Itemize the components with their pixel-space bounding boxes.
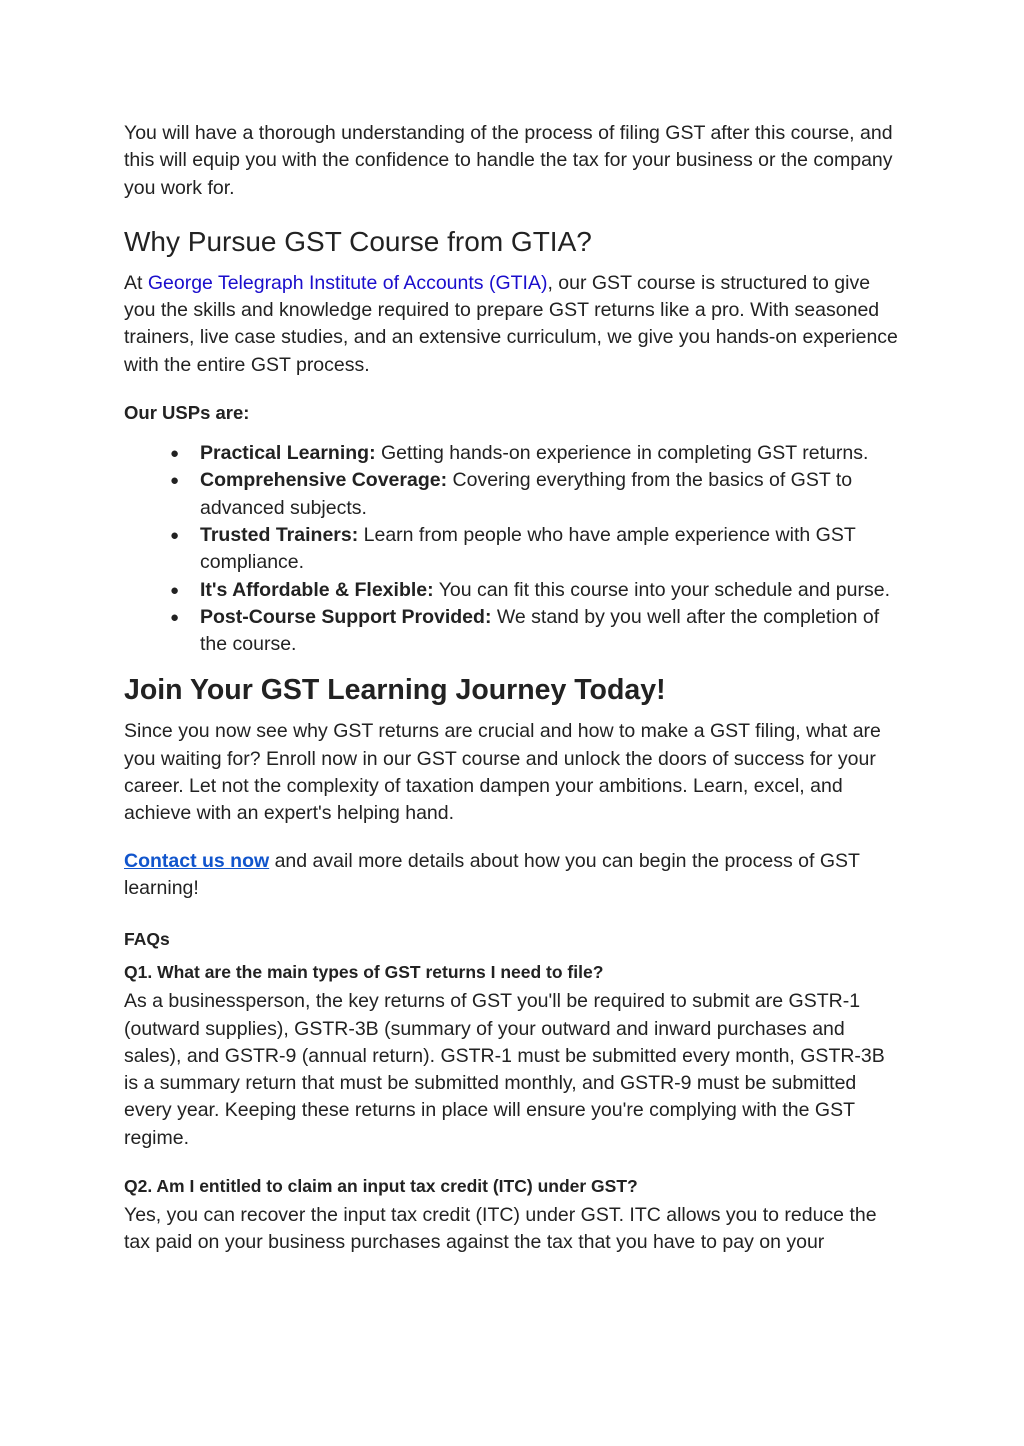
join-paragraph: Since you now see why GST returns are crucial and how to make a GST filing, what are you waiting for? Enroll now in our GST course and unlock the doors of success for your career. Let not the complexity of taxation dampen your ambitions. Learn, excel, and achieve with an expert's helping hand. [124, 720, 881, 825]
usp-item-trainers [170, 522, 904, 577]
faqs-title: FAQs [124, 929, 170, 950]
intro-paragraph: You will have a thorough understanding of the process of filing GST after this course, and this will equip you with the confidence to handle the tax for your business or the company you work for. [124, 122, 893, 199]
usp-item-coverage [170, 467, 904, 522]
why-suffix: , our GST course is structured to give you the skills and knowledge required to prepare GST returns like a pro. With seasoned trainers, live case studies, and an extensive curriculum, we give you hands-on experience with the entire GST process. [124, 271, 898, 376]
bullet-icon: ● [170, 526, 180, 544]
usp-label: Comprehensive Coverage: [200, 469, 448, 492]
usp-item-practical [170, 440, 904, 467]
why-prefix: At [124, 271, 148, 294]
usp-list [124, 440, 904, 658]
bullet-icon: ● [170, 445, 180, 463]
usp-label: Practical Learning: [200, 442, 376, 465]
usp-text: Getting hands-on experience in completing GST returns. [375, 442, 869, 465]
usp-text: You can fit this course into your schedule and purse. [433, 578, 890, 601]
document-page [124, 120, 904, 1279]
join-heading: Join Your GST Learning Journey Today! [124, 674, 666, 707]
faq-question-2: Q2. Am I entitled to claim an input tax credit (ITC) under GST? [124, 1176, 638, 1197]
faq-answer-1: As a businessperson, the key returns of GST you'll be required to submit are GSTR-1 (outward supplies), GSTR-3B (summary of your outward and inward purchases and sales), and GSTR-9 (annual return). GSTR-1 must be submitted every month, GSTR-3B is a summary return that must be submitted monthly, and GSTR-9 must be submitted every year. Keeping these returns in place will ensure you're complying with the GST regime. [124, 990, 885, 1149]
contact-us-link[interactable]: Contact us now [124, 849, 270, 872]
usp-text: Covering everything from the basics of GST to advanced subjects. [200, 469, 853, 519]
gtia-link[interactable]: George Telegraph Institute of Accounts (GTIA) [147, 271, 548, 294]
bullet-icon: ● [170, 472, 180, 490]
usp-item-affordable [170, 577, 904, 604]
why-paragraph [124, 270, 904, 379]
usp-text: We stand by you well after the completion of the course. [200, 605, 880, 656]
usp-item-support [170, 604, 904, 659]
usp-label: It's Affordable & Flexible: [200, 578, 434, 601]
faq-question-1: Q1. What are the main types of GST returns I need to file? [124, 962, 604, 983]
usp-label: Trusted Trainers: [200, 523, 359, 546]
usp-text: Learn from people who have ample experience with GST compliance. [200, 523, 856, 574]
bullet-icon: ● [170, 581, 180, 599]
usp-label: Post-Course Support Provided: [200, 605, 492, 628]
faq-answer-2: Yes, you can recover the input tax credit (ITC) under GST. ITC allows you to reduce the tax paid on your business purchases against the tax that you have to pay on your [124, 1204, 877, 1254]
bullet-icon: ● [170, 608, 180, 626]
why-heading: Why Pursue GST Course from GTIA? [124, 225, 592, 257]
contact-paragraph [124, 848, 904, 903]
usps-title: Our USPs are: [124, 402, 250, 424]
contact-rest: and avail more details about how you can begin the process of GST learning! [124, 849, 860, 899]
